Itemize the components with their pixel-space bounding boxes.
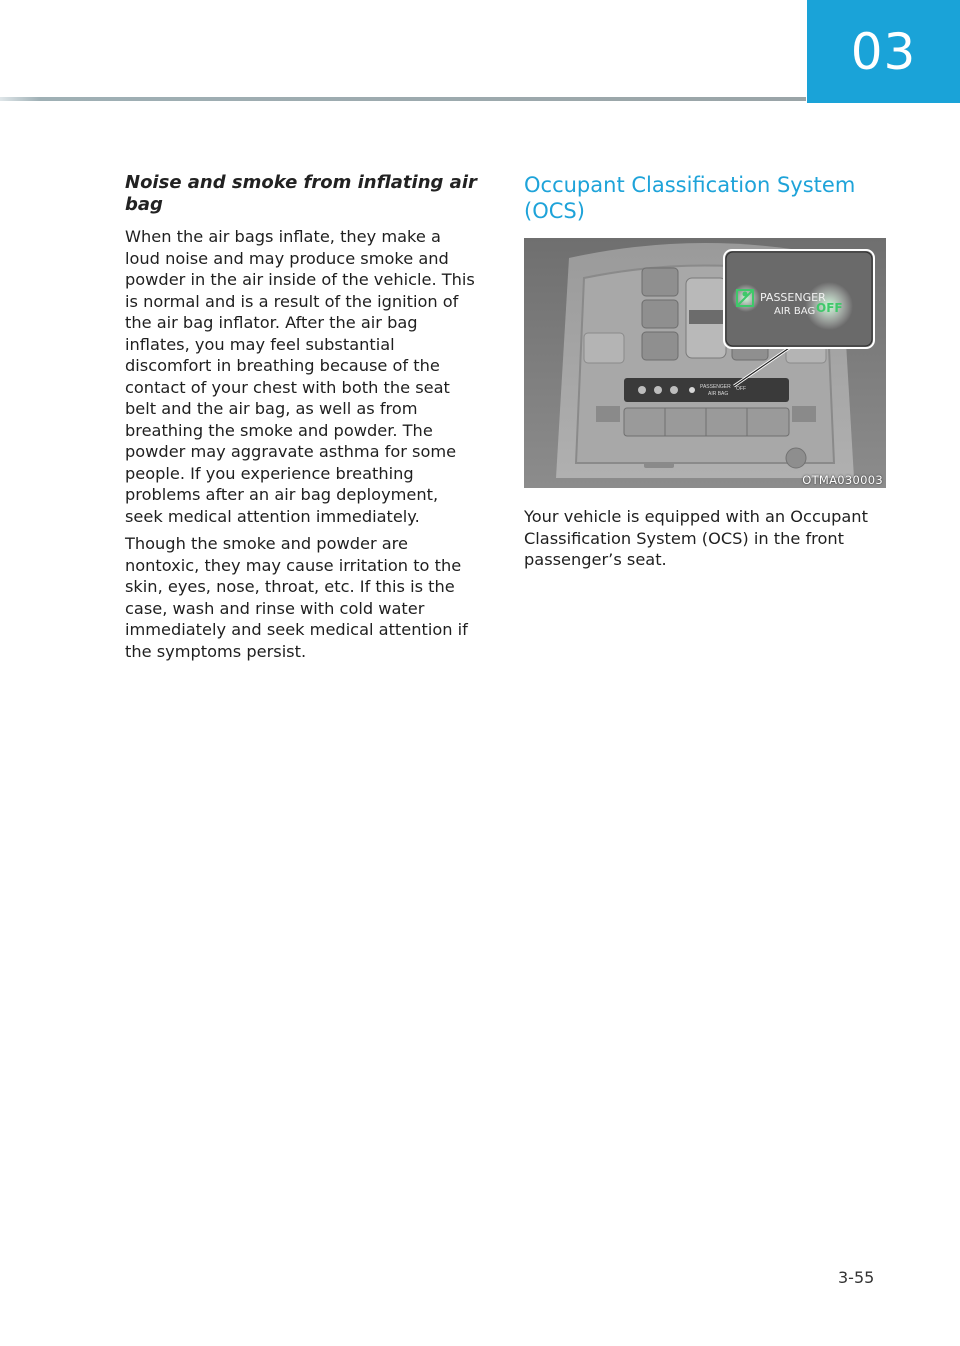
console-button (642, 268, 678, 296)
body-paragraph: When the air bags inflate, they make a loud noise and may produce smoke and powder in the air inside of the vehicle. This is normal and is a result of the ignition of the air bag inflator. After the air bag inflates, you may feel substantial discomfort in breathing because of the contact of your chest with both the seat belt and the air bag, as well as from breathing the smoke and powder. The powder may aggravate asthma for some people. If you experience breathing problems after an air bag deployment, seek medical attention immediately. (125, 227, 475, 526)
map-lamp (584, 333, 624, 363)
microphone (786, 448, 806, 468)
figure-code: OTMA030003 (802, 473, 883, 487)
panel-label: AIR BAG (708, 391, 729, 397)
page-number: 3-55 (838, 1268, 875, 1287)
callout-label-line2: AIR BAG (774, 306, 816, 317)
speaker-grille (792, 406, 816, 422)
chapter-number: 03 (850, 22, 917, 81)
callout-label-line1: PASSENGER (760, 291, 826, 304)
body-paragraph: Though the smoke and powder are nontoxic, they may cause irritation to the skin, eyes, nose, throat, etc. If this is the case, wash and rinse with cold water immediately and seek medical attention if the symptoms persist. (125, 534, 468, 661)
panel-status: OFF (736, 386, 746, 392)
airbag-indicator-panel (624, 378, 789, 402)
right-column (524, 172, 886, 577)
chapter-tab (807, 0, 960, 103)
header-rule (0, 97, 806, 101)
panel-label: PASSENGER (700, 384, 731, 390)
ocs-figure (524, 238, 886, 488)
subsection-heading: Noise and smoke from inflating air bag (125, 172, 477, 215)
console-button (642, 300, 678, 328)
console-button (642, 332, 678, 360)
speaker-grille (596, 406, 620, 422)
left-column (125, 172, 480, 668)
callout-status-off: OFF (816, 301, 843, 315)
section-title: Occupant Classification System (OCS) (524, 173, 856, 223)
body-paragraph: Your vehicle is equipped with an Occupant Classification System (OCS) in the front passenger’s seat. (524, 507, 868, 569)
overhead-console-illustration (524, 238, 886, 488)
